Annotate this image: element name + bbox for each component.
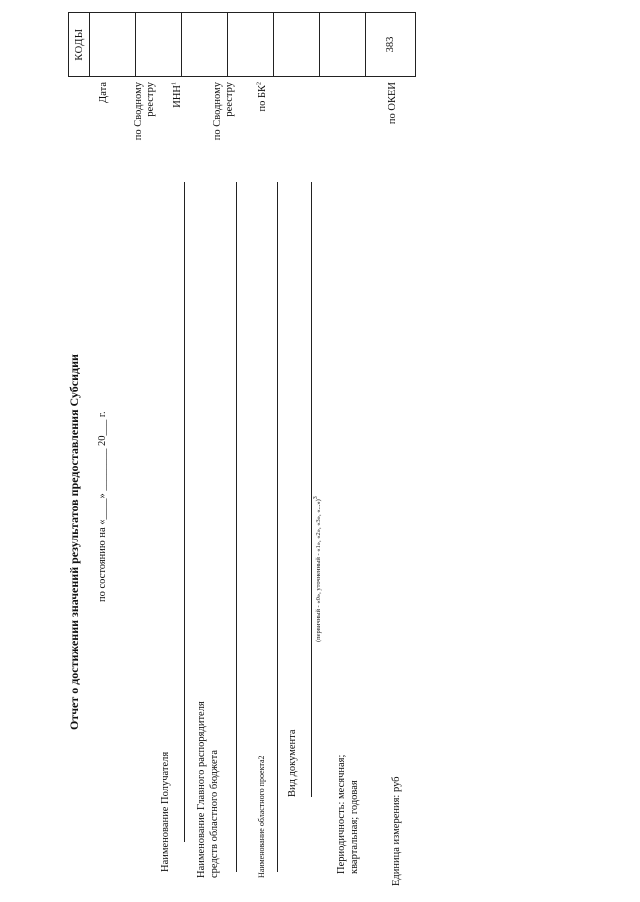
doc-type-hint: (первичный - «0», уточненный - «1», «2», «3», «...»)$^3$ xyxy=(312,496,322,642)
report-title: Отчет о достижении значений результатов предоставления Субсидии xyxy=(67,354,81,730)
chief-administrator-line xyxy=(236,182,237,872)
date-code-label: Дата xyxy=(98,82,109,103)
recipient-label: Наименование Получателя xyxy=(160,751,171,872)
okei-code-label: по ОКЕИ xyxy=(387,82,398,125)
registry-code-cell-1[interactable] xyxy=(136,13,182,77)
project-line xyxy=(277,182,278,872)
unit-label: Единица измерения: руб xyxy=(391,776,402,886)
inn-code-label: ИНН$^1$ xyxy=(171,82,183,108)
codes-table xyxy=(68,12,416,77)
doc-type-label: Вид документа xyxy=(287,729,298,797)
bk-code-label: по $БК^2$ xyxy=(256,82,268,112)
project-label: Наименование областного проекта2 xyxy=(257,755,266,878)
registry-code-label-1: по Сводному реестру xyxy=(133,82,156,141)
doc-type-line xyxy=(311,182,312,797)
recipient-line xyxy=(184,182,185,842)
registry-code-cell-2[interactable] xyxy=(228,13,274,77)
codes-header: КОДЫ xyxy=(69,13,90,77)
empty-code-cell[interactable] xyxy=(320,13,366,77)
inn-code-cell[interactable] xyxy=(182,13,228,77)
report-as-of-date: по состоянию на «____» ________ 20___ г. xyxy=(97,411,108,602)
chief-administrator-label: Наименование Главного распорядителя средств областного бюджета xyxy=(196,701,220,878)
registry-code-label-2: по Сводному реестру xyxy=(212,82,235,141)
periodicity-label: Периодичность: месячная; квартальная; годовая xyxy=(336,754,360,874)
okei-code-cell: 383 xyxy=(366,13,416,77)
bk-code-cell[interactable] xyxy=(274,13,320,77)
date-code-cell[interactable] xyxy=(90,13,136,77)
